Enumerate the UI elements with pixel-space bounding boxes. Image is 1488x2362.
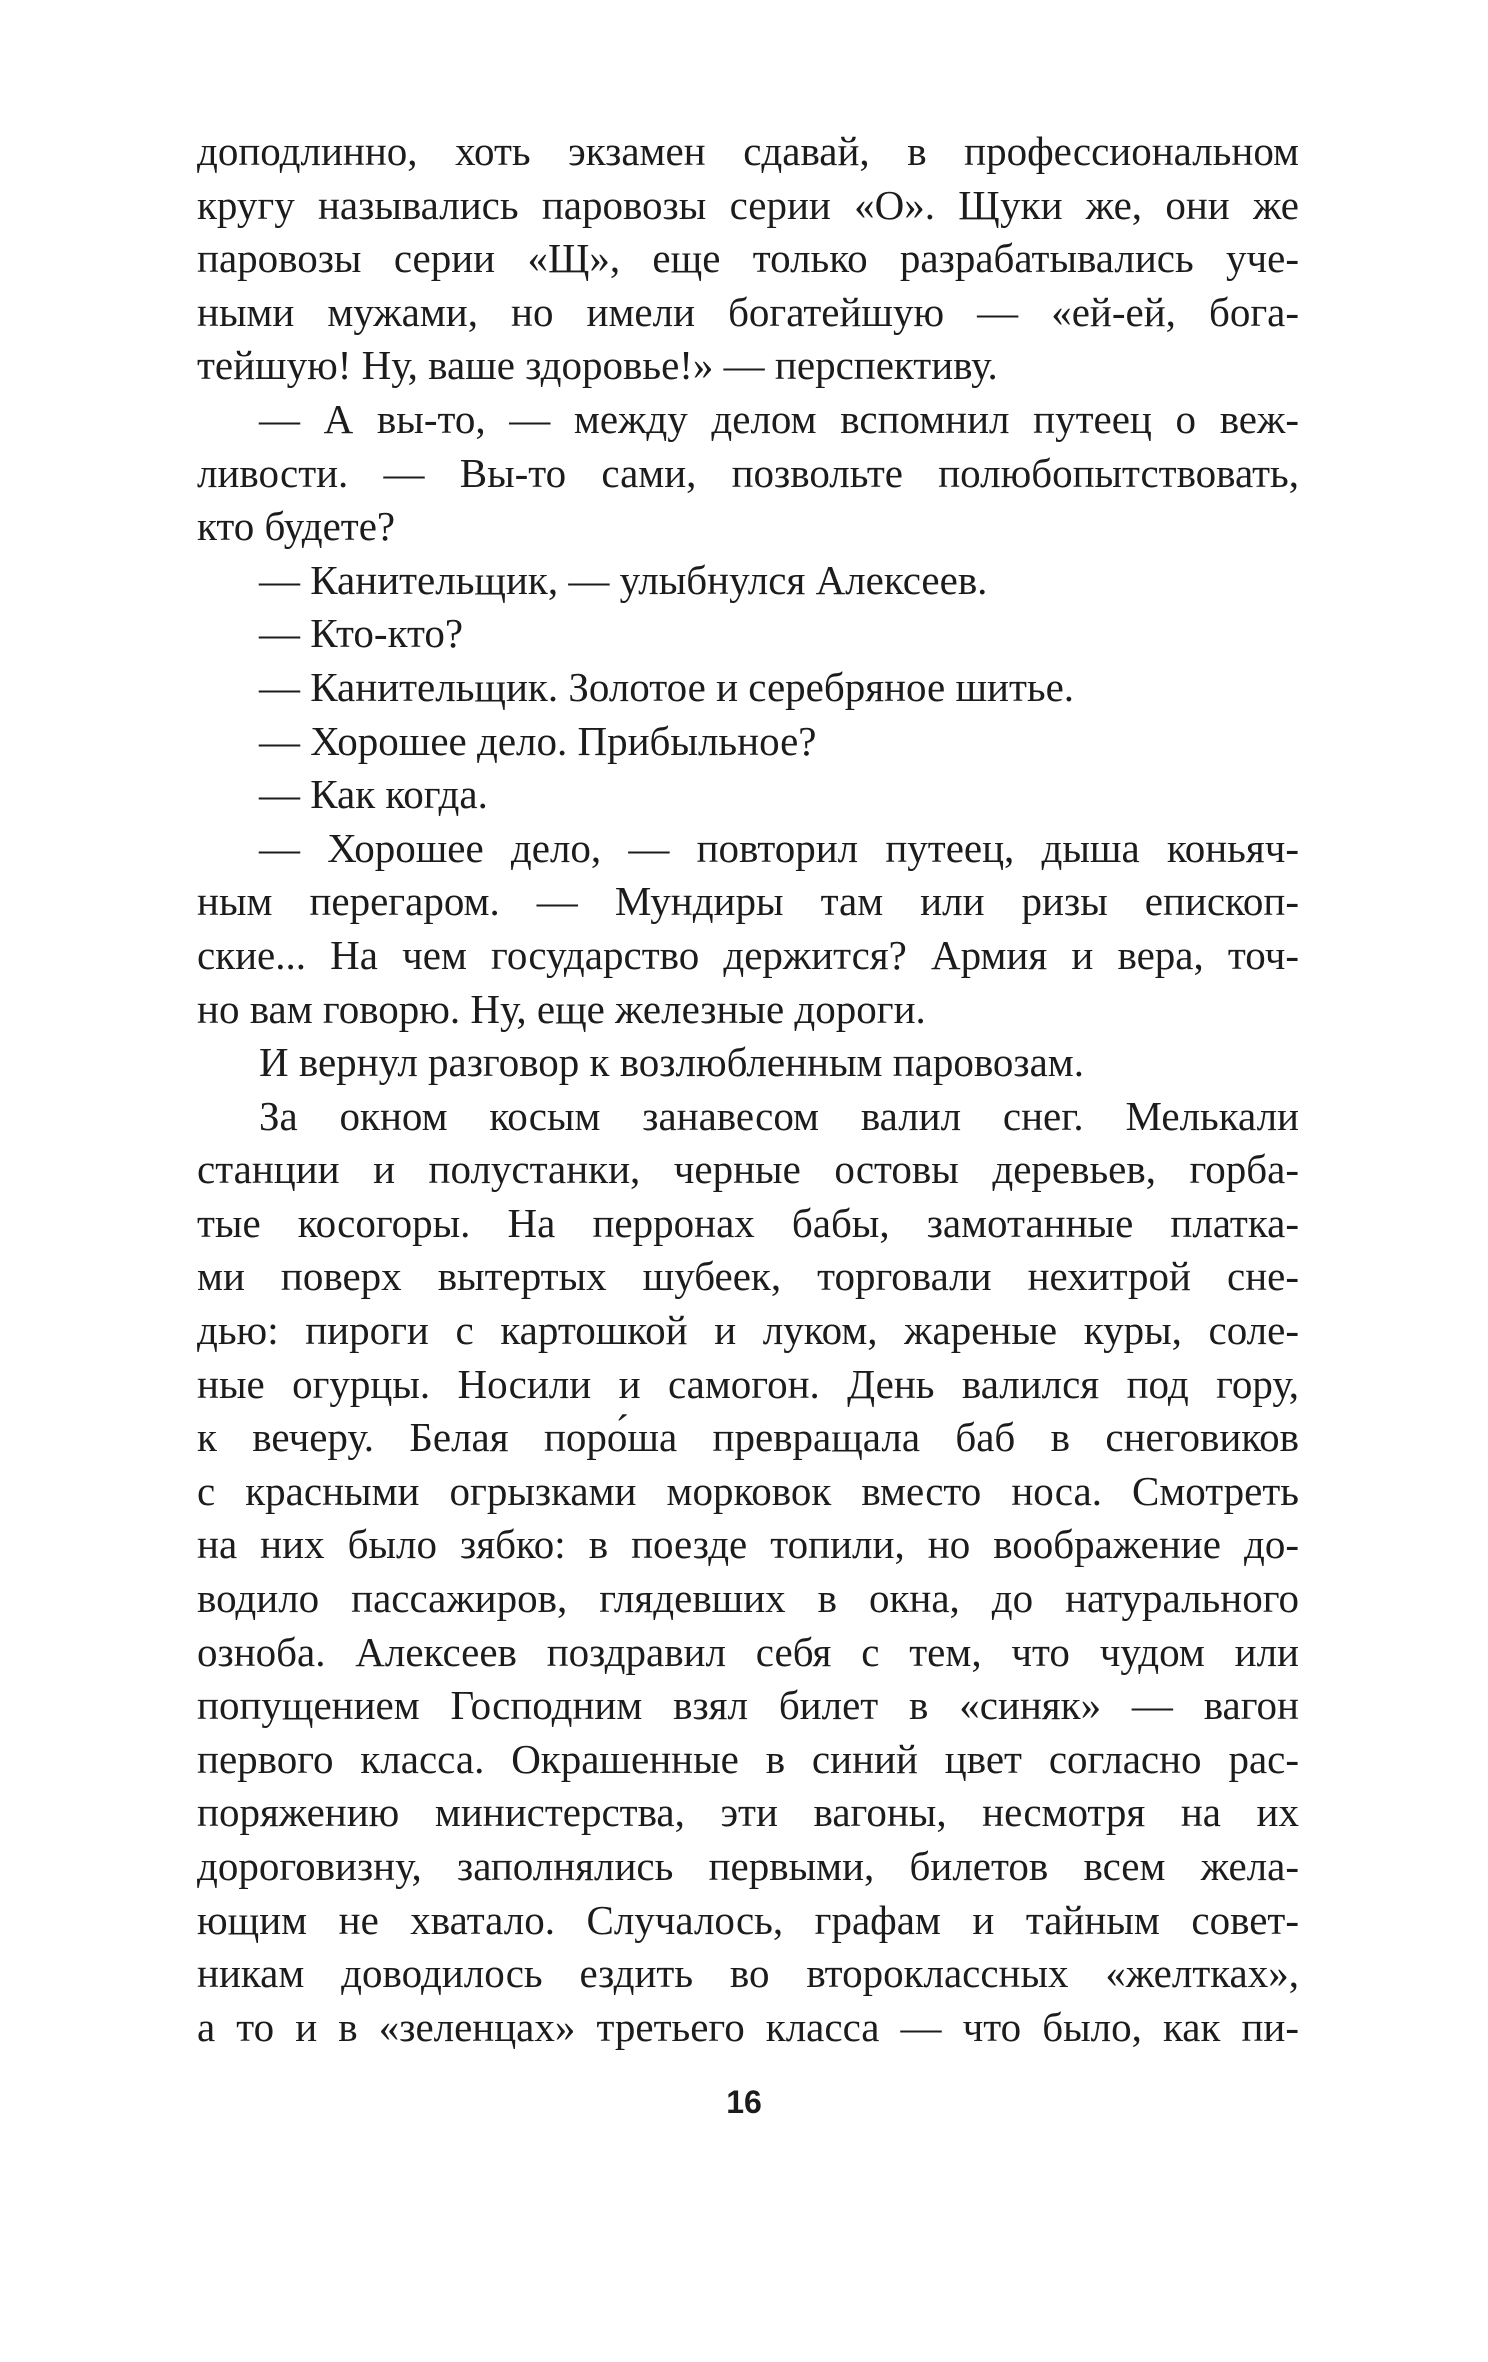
text-line: ным перегаром. — Мундиры там или ризы епископ- [197,878,1299,925]
text-line: первого класса. Окрашенные в синий цвет согласно рас- [197,1735,1299,1782]
text-line: никам доводилось ездить во второклассных «желтках», [197,1950,1299,1997]
text-line: — Канительщик, — улыбнулся Алексеев. [259,556,988,603]
text-line: на них было зябко: в поезде топили, но воображение до- [197,1521,1299,1568]
text-line: дороговизну, заполнялись первыми, билетов всем жела- [197,1843,1299,1889]
text-line: ми поверх вытертых шубеек, торговали нехитрой сне- [197,1253,1299,1300]
text-line: а то и в «зеленцах» третьего класса — что было, как пи- [197,2003,1299,2050]
text-line: — Канительщик. Золотое и серебряное шитье. [259,663,1075,710]
text-line: ские... На чем государство держится? Армия и вера, точ- [197,931,1299,978]
text-line: с красными огрызками морковок вместо носа. Смотреть [197,1467,1299,1514]
text-line: тейшую! Ну, ваше здоровье!» — перспективу. [197,342,998,389]
text-line: ющим не хватало. Случалось, графам и тайным совет- [197,1896,1299,1943]
page-number: 16 [726,2084,762,2120]
text-line: — Как когда. [259,771,488,818]
text-line: паровозы серии «Щ», еще только разрабатывались уче- [197,235,1299,282]
text-line: к вечеру. Белая поро́ша превращала баб в снеговиков [197,1414,1299,1461]
text-line: тые косогоры. На перронах бабы, замотанные платка- [197,1199,1299,1246]
text-line: попущением Господним взял билет в «синяк» — вагон [197,1682,1299,1729]
text-line: — А вы-то, — между делом вспомнил путеец о веж- [259,395,1299,442]
text-line: кто будете? [197,503,396,550]
text-line: станции и полустанки, черные остовы деревьев, горба- [197,1146,1299,1193]
text-line: ными мужами, но имели богатейшую — «ей-ей, бога- [197,288,1299,335]
text-line: — Хорошее дело, — повторил путеец, дыша коньяч- [259,824,1299,871]
text-line: ливости. — Вы-то сами, позвольте полюбопытствовать, [197,449,1299,496]
text-line: кругу назывались паровозы серии «О». Щуки же, они же [197,181,1299,228]
text-line: — Кто-кто? [259,610,464,657]
text-line: озноба. Алексеев поздравил себя с тем, что чудом или [197,1628,1299,1675]
text-line: но вам говорю. Ну, еще железные дороги. [197,985,926,1032]
text-line: поряжению министерства, эти вагоны, несмотря на их [197,1789,1299,1836]
text-line: дью: пироги с картошкой и луком, жареные куры, соле- [197,1307,1299,1354]
text-line: водило пассажиров, глядевших в окна, до натурального [197,1575,1299,1622]
text-line: И вернул разговор к возлюбленным паровозам. [259,1039,1085,1086]
text-line: — Хорошее дело. Прибыльное? [259,717,817,764]
body-text [197,125,1299,2054]
text-line: За окном косым занавесом валил снег. Мелькали [259,1092,1299,1139]
text-line: ные огурцы. Носили и самогон. День валился под гору, [197,1360,1299,1407]
text-line: доподлинно, хоть экзамен сдавай, в профессиональном [197,128,1299,174]
